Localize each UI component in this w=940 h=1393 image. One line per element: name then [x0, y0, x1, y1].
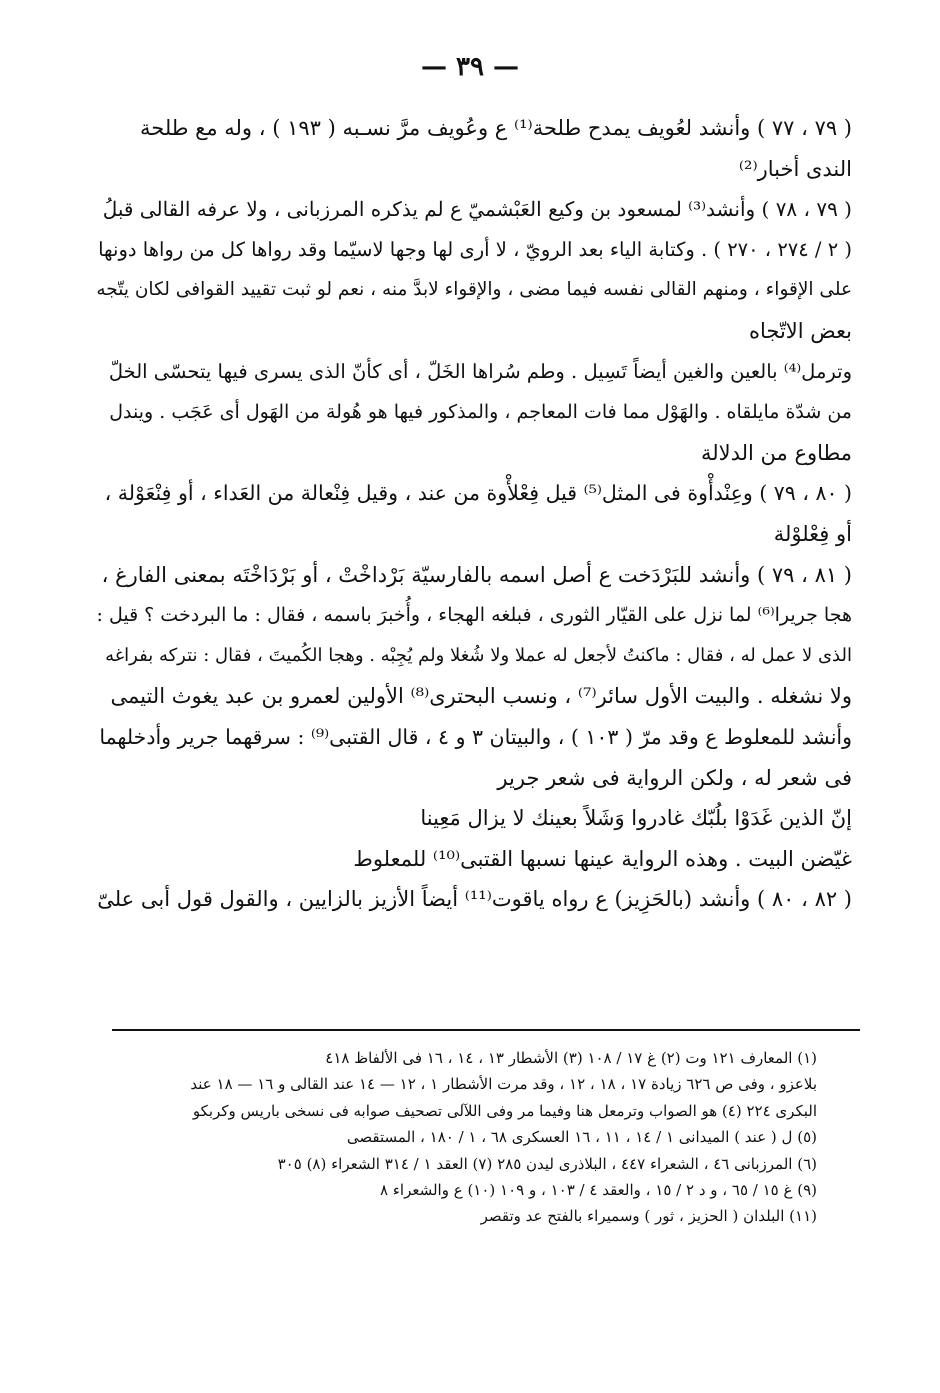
text-line: ( ٢ / ٢٧٤ ، ٢٧٠ ) . وكتابة الياء بعد الرويّ ، لا أرى لها وجها لاسيّما وقد رواها كل من رواها دونها [98, 237, 852, 261]
footnotes [112, 1045, 817, 1230]
footnote-line: (٩) غ ١٥ / ٦٥ ، و د ٢ / ١٥ ، والعقد ٤ / ١٠٣ ، و ١٠٩ (١٠) ع والشعراء ٨ [380, 1180, 817, 1199]
text-line: ( ٨١ ، ٧٩ ) وأنشد للبَرْدَخت ع أصل اسمه بالفارسيّة بَرْداخْتْ ، أو بَرْدَاخْتَه بمعنى الفارغ ، [101, 562, 852, 587]
poetry-verse: إنّ الذين غَدَوْا بلُبّك غادروا وَشَلاً بعينك لا يزال مَعِينا [420, 806, 852, 831]
text-line: وترمل⁽⁴⁾ بالعين والغين أيضاً تَسِيل . وطم سُراها الخَلّ ، أى كأنّ الذى يسرى فيها يتحسّى الخلّ [108, 359, 852, 383]
text-line: أو فِعْلوْلة [773, 521, 852, 546]
text-line: ( ٨٢ ، ٨٠ ) وأنشد (بالحَزِيز) ع رواه ياقوت⁽¹¹⁾ أيضاً الأزيز بالزايين ، والقول قول أبى علىّ [97, 887, 852, 912]
text-line: من شدّة مايلقاه . والهَوْل مما فات المعاجم ، والمذكور فيها هو هُولة من الهَول أى عَجَب . ويندل [109, 401, 852, 424]
text-line: فى شعر له ، ولكن الرواية فى شعر جرير [497, 765, 852, 790]
footnote-line: (١١) البلدان ( الحزيز ، ثور ) وسميراء بالفتح عد وتقصر [480, 1207, 817, 1226]
text-line: ولا نشغله . والبيت الأول سائر⁽⁷⁾ ، ونسب البحترى⁽⁸⁾ الأولين لعمرو بن عبد يغوث التيمى [110, 684, 852, 709]
text-line: غيّضن البيت . وهذه الرواية عينها نسبها القتبى⁽¹⁰⁾ للمعلوط [353, 846, 852, 871]
footnote-line: (٥) ل ( عند ) الميدانى ١ / ١٤ ، ١١ ، ١٦ العسكرى ٦٨ ، ١ / ١٨٠ ، المستقصى [346, 1128, 817, 1147]
footnote-line: بلاعزو ، وفى ص ٦٢٦ زيادة ١٧ ، ١٨ ، ١٢ ، وقد مرت الأشطار ١ ، ١٢ — ١٤ عند القالى و ١٦ — ١٨ عند [190, 1075, 817, 1094]
text-line: على الإقواء ، ومنهم القالى نفسه فيما مضى ، والإقواء لابدَّ منه ، نعم لو ثبت تقييد القوافى لكان يتّجه [96, 279, 852, 301]
text-line: بعض الاتّجاه [749, 318, 852, 343]
footnote-divider [112, 1029, 860, 1031]
footnote-line: البكرى ٢٢٤ (٤) هو الصواب وترمعل هنا وفيما مر وفى اللآلى تصحيف صوابه فى نسخى باريس وكربكو [192, 1101, 817, 1120]
page-number: — ٣٩ — [420, 52, 520, 82]
footnote-line: (١) المعارف ١٢١ وت (٢) غ ١٧ / ١٠٨ (٣) الأشطار ١٣ ، ١٤ ، ١٦ فى الألفاظ ٤١٨ [325, 1049, 817, 1067]
text-line: ( ٧٩ ، ٧٧ ) وأنشد لعُويف يمدح طلحة⁽¹⁾ ع وعُويف مرَّ نسـبه ( ١٩٣ ) ، وله مع طلحة [140, 116, 852, 140]
text-line: مطاوع من الدلالة [700, 440, 852, 465]
main-text [92, 108, 852, 920]
footnote-line: (٦) المرزبانى ٤٦ ، الشعراء ٤٤٧ ، البلاذرى ليدن ٢٨٥ (٧) العقد ١ / ٣١٤ الشعراء (٨) ٣٠٥ [277, 1154, 817, 1173]
text-line: الذى لا عمل له ، فقال : ماكنتُ لأجعل له عملا ولا شُغلا ولم يُجِبْه . وهجا الكُميتَ ، فقال : نتركه بفراغه [105, 644, 852, 666]
text-line: الندى أخبار⁽²⁾ [738, 156, 852, 181]
text-line: ( ٧٩ ، ٧٨ ) وأنشد⁽³⁾ لمسعود بن وكيع العَبْشميّ ع لم يذكره المرزبانى ، ولا عرفه القالى قبلُ [102, 197, 852, 222]
text-line: وأنشد للمعلوط ع وقد مرّ ( ١٠٣ ) ، والبيتان ٣ و ٤ ، قال القتبى⁽⁹⁾ : سرقهما جرير وأدخلهما [99, 724, 852, 749]
text-line: هجا جريرا⁽⁶⁾ لما نزل على القيّار الثورى ، فبلغه الهجاء ، وأُخبرَ باسمه ، فقال : ما البردخت ؟ قيل : [96, 604, 852, 627]
text-line: ( ٨٠ ، ٧٩ ) وعِنْدأْوة فى المثل⁽⁵⁾ قيل فِعْلأْوة من عند ، وقيل فِنْعالة من العَداء ، أو فِنْعَوْلة ، [104, 481, 852, 506]
